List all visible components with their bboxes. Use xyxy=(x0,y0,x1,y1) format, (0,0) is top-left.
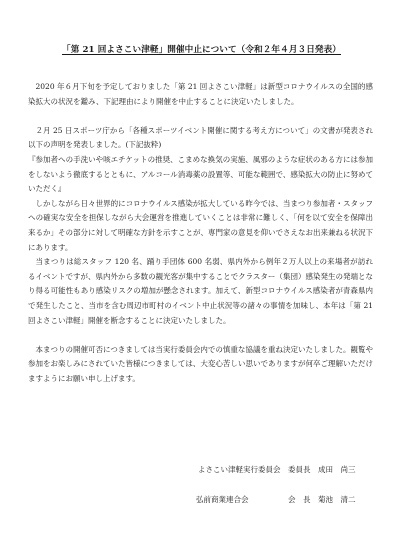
paragraph-cancellation-notice: 2020 年６月下旬を予定しておりました「第 21 回よさこい津軽」は新型コロナウイルスの全国的感染拡大の状況を鑑み、下記理由により開催を中止することに決定いたしました。 xyxy=(28,82,373,106)
paragraph-event-scale: 当まつりは総スタッフ 120 名、踊り手団体 600 名弱、県内外から例年２万人以上の来場者が訪れるイベントですが、県内外から多数の観光客が集中することでクラスター（集団）感染発生の発端となり得る可能性もあり感染リスクの増加が懸念されます。加えて、新型コロナウイルス感染者が青森県内で発生したこと、当市を含む周辺市町村のイベント中止状況等の諸々の事情を加味し、本年は「第 21 回よさこい津軽」開催を断念することに決定いたしました。 xyxy=(28,257,373,325)
signature-association-name: 会 長 菊池 清二 xyxy=(288,495,356,504)
document-title xyxy=(62,44,352,56)
paragraph-sports-agency: ２月 25 日スポーツ庁から「各種スポーツイベント開催に関する考え方について」の文書が発表され以下の声明を発表しました。(下記抜粋) xyxy=(28,125,373,150)
paragraph-safety-concerns: しかしながら日々世界的にコロナウイルス感染が拡大している昨今では、当まつり参加者・スタッフへの確実な安全を担保しながら大会運営を推進していくことは非常に難しく、「何を以て安全を保障出来るか」その部分に対して明確な方針を示すことが、専門家の意見を仰いでさえなお出来兼ねる状況下にあります。 xyxy=(28,198,373,252)
document-body xyxy=(28,80,373,386)
quoted-statement: 『参加者への手洗いや咳エチケットの推奨、こまめな換気の実施、風邪のような症状のある方には参加をしないよう徹底するとともに、アルコール消毒薬の設置等、可能な範囲で、感染拡大の防止に努めていただく』 xyxy=(28,154,373,194)
signature-association-org: 弘前商業連合会 xyxy=(196,495,249,504)
signature-committee xyxy=(198,464,356,476)
paragraph-spacer xyxy=(28,328,373,343)
paragraph-spacer xyxy=(28,109,373,124)
signature-association xyxy=(196,494,356,506)
paragraph-apology: 本まつりの開催可否につきましては当実行委員会内での慎重な協議を重ね決定いたしました。観覧や参加をお楽しみにされていた皆様につきましては、大変心苦しい思いでありますが何卒ご理解いただけますようにお願い申し上げます。 xyxy=(28,344,373,383)
signature-committee-text: よさこい津軽実行委員会 委員長 成田 尚三 xyxy=(198,465,356,474)
document-title-text: 「第 21 回よさこい津軽」開催中止について（令和２年４月３日発表） xyxy=(62,45,341,55)
